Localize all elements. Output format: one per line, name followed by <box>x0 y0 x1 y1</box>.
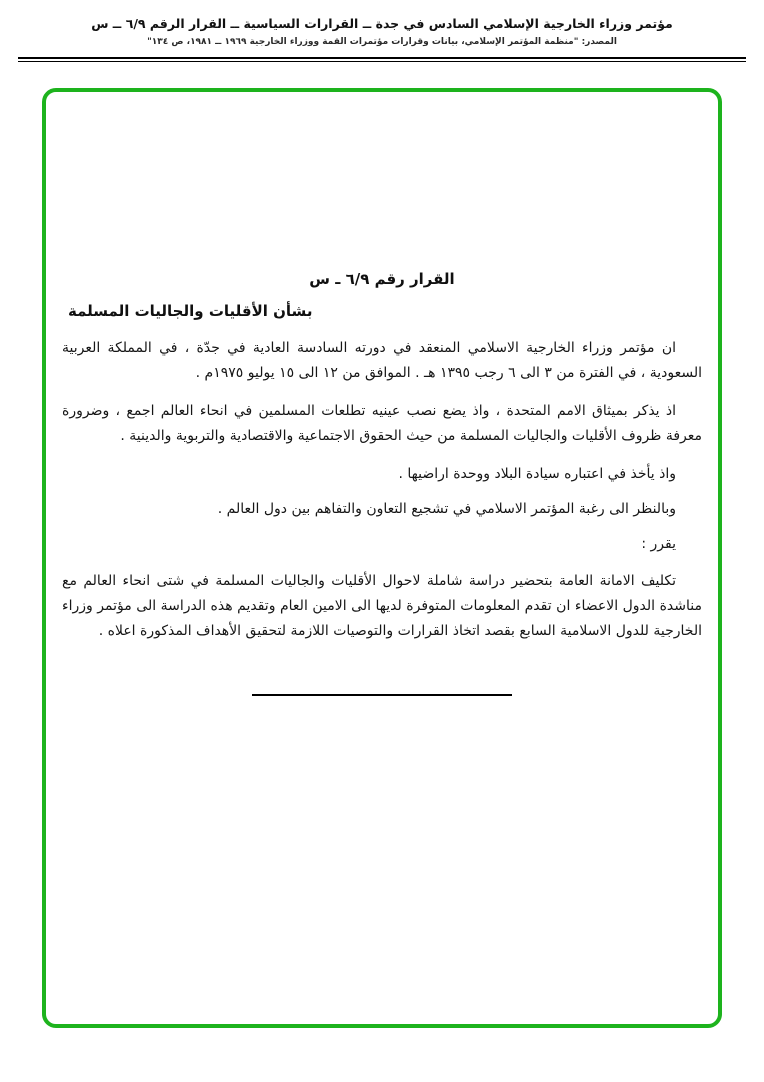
header-title: مؤتمر وزراء الخارجية الإسلامي السادس في جدة ــ القرارات السياسية ــ القرار الرقم ٦/٩ ــ س <box>91 16 673 31</box>
page-header <box>0 16 764 47</box>
recalling-charter-paragraph: اذ يذكر بميثاق الامم المتحدة ، واذ يضع نصب عينيه تطلعات المسلمين في انحاء العالم اجمع ، وضرورة معرفة ظروف الأقليات والجاليات المسلمة من حيث الحقوق الاجتماعية والاقتصادية والتربوية والدينية . <box>62 403 702 444</box>
header-divider-rule <box>18 57 746 62</box>
resolution-number-title: القرار رقم ٦/٩ ـ س <box>309 270 455 288</box>
preamble-paragraph: ان مؤتمر وزراء الخارجية الاسلامي المنعقد في دورته السادسة العادية في جدّة ، في المملكة العربية السعودية ، في الفترة من ٣ الى ٦ رجب ١٣٩٥ هـ . الموافق من ١٢ الى ١٥ يوليو ١٩٧٥م . <box>62 340 702 381</box>
cooperation-paragraph: وبالنظر الى رغبة المؤتمر الاسلامي في تشجيع التعاون والتفاهم بين دول العالم . <box>217 501 676 517</box>
decides-label: يقرر : <box>641 536 676 552</box>
sovereignty-paragraph: واذ يأخذ في اعتباره سيادة البلاد ووحدة اراضيها . <box>398 466 676 482</box>
resolution-subject-title: بشأن الأقليات والجاليات المسلمة <box>68 302 313 320</box>
document-body <box>62 92 702 696</box>
header-source-line: المصدر: "منظمة المؤتمر الإسلامي، بيانات وقرارات مؤتمرات القمة ووزراء الخارجية ١٩٦٩ ــ ١٩٨١، ص ١٣٤" <box>147 37 617 47</box>
operative-paragraph: تكليف الامانة العامة بتحضير دراسة شاملة لاحوال الأقليات والجاليات المسلمة في شتى انحاء العالم مع مناشدة الدول الاعضاء ان تقدم المعلومات المتوفرة لديها الى الامين العام وتقديم هذه الدراسة الى مؤتمر وزراء الخارجية للدول الاسلامية السابع بقصد اتخاذ القرارات والتوصيات اللازمة لتحقيق الأهداف المذكورة اعلاه . <box>62 573 702 639</box>
document-frame <box>42 88 722 1028</box>
closing-divider-rule <box>252 694 512 696</box>
